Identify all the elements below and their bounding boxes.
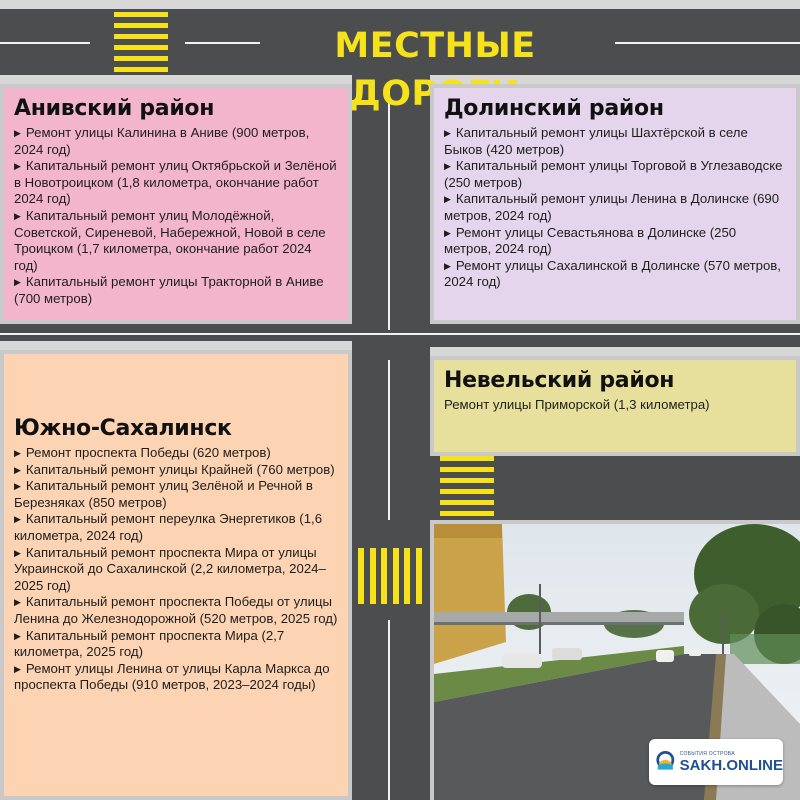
triangle-right-icon: ▶ bbox=[14, 210, 21, 221]
building-roof bbox=[434, 524, 502, 538]
district-panel-nevelsk bbox=[430, 356, 800, 456]
triangle-right-icon: ▶ bbox=[444, 227, 451, 238]
lamp-pole bbox=[539, 584, 541, 654]
triangle-right-icon: ▶ bbox=[14, 448, 21, 458]
pipeline-shadow bbox=[434, 622, 684, 625]
list-item: ▶ Капитальный ремонт улиц Октябрьской и Зелёной в Новотроицком (1,8 километра, окончание работ 2024 год) bbox=[14, 158, 337, 207]
car bbox=[656, 650, 674, 662]
list-item: ▶ Капитальный ремонт улиц Молодёжной, Советской, Сиреневой, Набережной, Новой в селе Троицком (1,7 километра, окончание работ 2024 год) bbox=[14, 207, 326, 273]
district-panel-dolinsk bbox=[430, 84, 800, 324]
road-edge-top bbox=[0, 0, 800, 9]
list-item: ▶ Капитальный ремонт проспекта Мира от улицы Украинской до Сахалинской (2,2 километра, 2024–2025 год) bbox=[14, 544, 326, 593]
triangle-right-icon: ▶ bbox=[14, 514, 21, 525]
list-item: ▶ Капитальный ремонт переулка Энергетиков (1,6 километра, 2024 год) bbox=[14, 511, 323, 543]
list-item: ▶ Капитальный ремонт улицы Тракторной в Аниве (700 метров) bbox=[14, 274, 324, 306]
list-item: ▶ Капитальный ремонт улицы Торговой в Углезаводске (250 метров) bbox=[444, 158, 783, 190]
logo-text bbox=[680, 751, 783, 774]
triangle-right-icon: ▶ bbox=[14, 128, 21, 138]
lamp-pole bbox=[722, 610, 724, 654]
lane-marking bbox=[0, 333, 800, 335]
list-item: ▶ Ремонт проспекта Победы (620 метров) bbox=[14, 445, 271, 460]
lane-marking bbox=[388, 90, 390, 330]
building bbox=[434, 524, 506, 664]
district-title: Южно-Сахалинск bbox=[14, 416, 232, 441]
district-list bbox=[444, 125, 786, 291]
triangle-right-icon: ▶ bbox=[14, 597, 21, 608]
district-title: Невельский район bbox=[444, 368, 675, 393]
list-item: ▶ Ремонт улицы Севастьянова в Долинске (250 метров, 2024 год) bbox=[444, 224, 737, 257]
fence bbox=[730, 634, 800, 664]
car bbox=[689, 648, 701, 656]
list-item: ▶ Ремонт улицы Сахалинской в Долинске (570 метров, 2024 год) bbox=[444, 257, 781, 290]
district-title: Анивский район bbox=[14, 96, 215, 121]
crosswalk bbox=[114, 12, 168, 72]
crosswalk bbox=[358, 548, 422, 604]
district-panel-yuzhno bbox=[0, 350, 352, 800]
triangle-right-icon: ▶ bbox=[14, 481, 21, 492]
triangle-right-icon: ▶ bbox=[14, 547, 21, 558]
list-item: ▶ Капитальный ремонт улиц Зелёной и Речной в Березняках (850 метров) bbox=[14, 478, 313, 510]
district-list bbox=[14, 125, 338, 308]
list-item: ▶ Капитальный ремонт проспекта Мира (2,7 километра, 2025 год) bbox=[14, 627, 285, 660]
road-edge bbox=[0, 75, 352, 84]
lane-marking bbox=[0, 42, 90, 44]
lane-marking bbox=[388, 620, 390, 800]
list-item: ▶ Ремонт улицы Ленина от улицы Карла Маркса до проспекта Победы (910 метров, 2023–2024 годы) bbox=[14, 660, 330, 693]
triangle-right-icon: ▶ bbox=[14, 630, 21, 641]
district-list bbox=[14, 445, 338, 694]
triangle-right-icon: ▶ bbox=[14, 161, 21, 172]
car bbox=[552, 648, 582, 660]
pipeline bbox=[434, 612, 684, 622]
crosswalk bbox=[440, 456, 494, 516]
triangle-right-icon: ▶ bbox=[444, 128, 451, 138]
district-title: Долинский район bbox=[444, 96, 664, 121]
page-title: МЕСТНЫЕ bbox=[262, 22, 608, 70]
list-item: ▶ Ремонт улицы Калинина в Аниве (900 метров, 2024 год) bbox=[14, 125, 310, 157]
district-panel-aniva bbox=[0, 84, 352, 324]
list-item: ▶ Капитальный ремонт улицы Ленина в Долинске (690 метров, 2024 год) bbox=[444, 191, 780, 223]
list-item: ▶ Капитальный ремонт улицы Крайней (760 метров) bbox=[14, 461, 335, 477]
road-edge bbox=[430, 347, 800, 356]
lane-marking bbox=[615, 42, 800, 44]
road-edge bbox=[0, 341, 352, 350]
lane-marking bbox=[388, 360, 390, 520]
logo-name: SAKH.ONLINE bbox=[679, 756, 783, 774]
triangle-right-icon: ▶ bbox=[14, 663, 21, 674]
car bbox=[502, 654, 542, 668]
triangle-right-icon: ▶ bbox=[14, 277, 21, 288]
list-item: ▶ Капитальный ремонт проспекта Победы от улицы Ленина до Железнодорожной (520 метров, 2025 год) bbox=[14, 594, 338, 626]
sakh-online-logo[interactable] bbox=[649, 739, 783, 785]
triangle-right-icon: ▶ bbox=[14, 464, 21, 475]
sakh-online-logo-icon bbox=[655, 745, 676, 779]
list-item: ▶ Капитальный ремонт улицы Шахтёрской в селе Быков (420 метров) bbox=[444, 125, 748, 157]
triangle-right-icon: ▶ bbox=[444, 161, 451, 172]
lane-marking bbox=[185, 42, 260, 44]
triangle-right-icon: ▶ bbox=[444, 260, 451, 271]
logo-subtitle: СОБЫТИЯ ОСТРОВА bbox=[679, 750, 735, 757]
district-text: Ремонт улицы Приморской (1,3 километра) bbox=[444, 397, 710, 412]
triangle-right-icon: ▶ bbox=[444, 194, 451, 205]
